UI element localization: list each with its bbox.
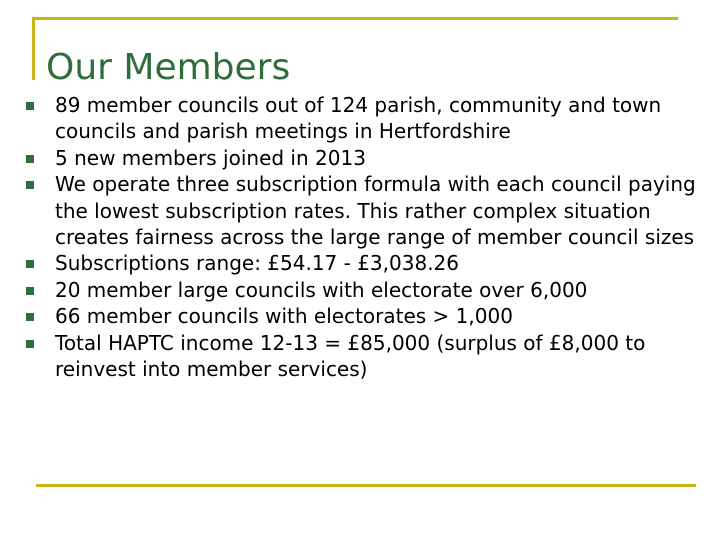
square-bullet-icon <box>26 260 34 268</box>
bullet-text: We operate three subscription formula with each council paying the lowest subscription rates. This rather complex situation creates fairness across the large range of member council sizes <box>55 172 696 250</box>
left-accent-rule <box>32 17 35 80</box>
bullet-text: Subscriptions range: £54.17 - £3,038.26 <box>55 251 459 276</box>
bullet-item-total-income <box>22 330 706 383</box>
bullet-item-electorates <box>22 303 706 329</box>
square-bullet-icon <box>26 287 34 295</box>
bullet-text: 89 member councils out of 124 parish, community and town councils and parish meetings in Hertfordshire <box>55 93 662 144</box>
bullet-text: Total HAPTC income 12-13 = £85,000 (surplus of £8,000 to reinvest into member services) <box>55 330 646 382</box>
bottom-accent-rule <box>36 484 696 487</box>
bullet-item-large-councils <box>22 277 706 303</box>
square-bullet-icon <box>26 102 34 110</box>
square-bullet-icon <box>26 340 34 348</box>
bullet-text: 5 new members joined in 2013 <box>55 145 366 170</box>
slide-title: Our Members <box>46 47 291 88</box>
square-bullet-icon <box>26 155 34 163</box>
bullet-item-member-councils <box>22 92 706 145</box>
square-bullet-icon <box>26 181 34 189</box>
bullet-item-new-members <box>22 145 706 171</box>
top-accent-rule <box>32 17 678 20</box>
bullet-text: 20 member large councils with electorate over 6,000 <box>55 277 588 302</box>
bullet-list <box>22 92 706 382</box>
bullet-item-subscription-range <box>22 250 706 276</box>
square-bullet-icon <box>26 313 34 321</box>
bullet-item-subscription-formula <box>22 171 706 250</box>
bullet-text: 66 member councils with electorates > 1,000 <box>55 304 513 329</box>
